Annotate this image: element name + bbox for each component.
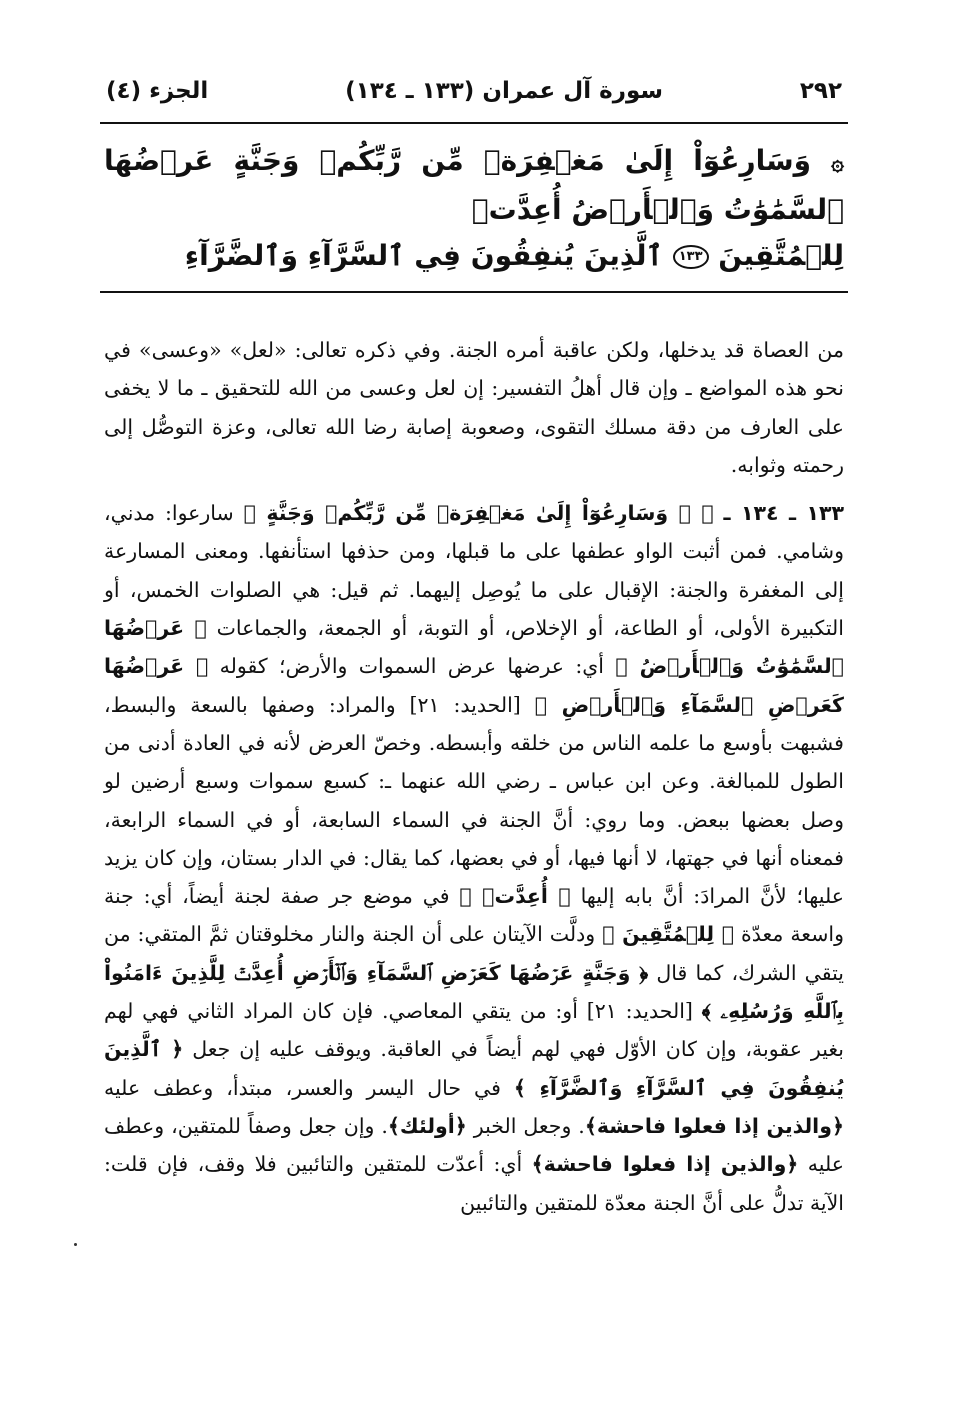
surah-title: سورة آل عمران (١٣٣ ـ ١٣٤) [345,78,663,104]
text: . وجعل الخبر [473,1113,585,1138]
header-rule [100,122,848,124]
quote: ﴿ وَجَنَّةٍ عَرۡضُهَا كَعَرۡضِ ٱلسَّمَآءِ وَٱلۡأَرۡضِ أُعِدَّتۡ لِلَّذِينَ ءَامَنُواْ بِٱللَّهِ وَرُسُلِهِۦ ﴾ [104,960,844,1024]
quote: ﴿ عَرۡضُهَا ٱلسَّمَٰوَٰتُ وَٱلۡأَرۡضُ ﴾ [104,616,844,679]
page-number: ٢٩٢ [799,78,842,104]
margin-speck [74,1243,77,1246]
verse-rule [100,291,848,293]
verse-ref-number: ١٣٣ ـ ١٣٤ ـ [723,501,844,526]
text: أي: أعدّت للمتقين والتائبين فلا وقف، فإن قلت: الآية تدلُّ على أنَّ الجنة معدّة للمتقين والتائبين [104,1152,844,1215]
page [100,78,848,1222]
text: . وإن جعل وصفاً للمتقين، وعطف عليه [104,1113,844,1177]
text: سارعوا: مدني، وشامي. فمن أثبت الواو عطفها على ما قبلها، ومن حذفها استأنفها. ومعنى المسارعة إلى المغفرة والجنة: الإقبال على ما يُوصِل إليهما. ثم قيل: هي الصلوات الخمس، أو التكبيرة الأولى، أو الطاعة، أو الإخلاص، أو التوبة، أو الجمعة، والجماعات [104,501,844,641]
quote: ﴿والذين إذا فعلوا فاحشة﴾ [531,1152,799,1177]
text: ودلَّت الآيتان على أن الجنة والنار مخلوقتان ثمَّ المتقي: من يتقي الشرك، كما قال [104,922,844,985]
quran-verse-block [100,138,848,279]
verse-line-2a: لِلۡمُتَّقِينَ [718,239,844,272]
quote: ﴿أولئك﴾ [387,1113,467,1138]
text: في موضع جر صفة لجنة أيضاً، أي: جنة واسعة معدّة [104,884,844,947]
quote: ﴿والذين إذا فعلوا فاحشة﴾ [584,1113,844,1138]
quote: ﴿ ٱلَّذِينَ يُنفِقُونَ فِي ٱلسَّرَّآءِ وَٱلضَّرَّآءِ ﴾ [104,1037,844,1100]
quote: ﴿ ۞ وَسَارِعُوٓاْ إِلَىٰ مَغۡفِرَةٖ مِّن رَّبِّكُمۡ وَجَنَّةٍ ﴾ [243,501,714,526]
text: في حال اليسر والعسر، مبتدأ، وعطف عليه [104,1075,501,1100]
verse-line-2b: ٱلَّذِينَ يُنفِقُونَ فِي ٱلسَّرَّآءِ وَٱلضَّرَّآءِ [184,239,663,272]
text: [الحديد: ٢١] والمراد: وصفها بالسعة والبسط، فشبهت بأوسع ما علمه الناس من خلقه وأبسطه. وخصّ العرض لأنه في العادة أدنى من الطول للمبالغة. وعن ابن عباس ـ رضي الله عنهما ـ: كسبع سموات وسبع أرضين لو وصل بعضها ببعض. وما روي: أنَّ الجنة في السماء السابعة، أو في السماء الرابعة، فمعناه أنها في جهتها، لا أنها فيها، أو في بعضها، كما يقال: في الدار بستان، وإن كان يزيد عليها؛ لأنَّ المرادَ: أنَّ بابه إليها [104,692,844,909]
commentary-body [100,331,848,1222]
quote: ﴿ عَرۡضُهَا كَعَرۡضِ ٱلسَّمَآءِ وَٱلۡأَرۡضِ ﴾ [104,654,844,717]
verse-number-marker: ١٣٣ [673,245,709,269]
paragraph-1: من العصاة قد يدخلها، ولكن عاقبة أمره الجنة. وفي ذكره تعالى: «لعل» «وعسى» في نحو هذه المواضع ـ وإن قال أهلُ التفسير: إن لعل وعسى من الله للتحقيق ـ ما لا يخفى على العارف من دقة مسلك التقوى، وصعوبة إصابة رضا الله تعالى، وعزة التوصُّل إلى رحمته وثوابه. [104,338,844,477]
hizb-ornament-icon: ۞ [831,151,845,176]
running-header [100,78,848,118]
paragraph-2 [104,494,844,1222]
juz-label: الجزء (٤) [106,78,209,104]
quote: ﴿ لِلۡمُتَّقِينَ ﴾ [602,922,735,947]
quote: ﴿ أُعِدَّتۡ ﴾ [459,884,571,909]
verse-line-1: وَسَارِعُوٓاْ إِلَىٰ مَغۡفِرَةٖ مِّن رَّبِّكُمۡ وَجَنَّةٍ عَرۡضُهَا ٱلسَّمَٰوَٰتُ وَٱلۡأَرۡضُ أُعِدَّتۡ [104,144,844,226]
text: أي: عرضها عرض السموات والأرض؛ كقوله [219,654,604,679]
text: [الحديد: ٢١] أو: من يتقي المعاصي. فإن كان المراد الثاني فهي لهم بغير عقوبة، وإن كان الأوّل فهي لهم أيضاً في العاقبة. ويوقف عليه إن جعل [104,999,844,1062]
